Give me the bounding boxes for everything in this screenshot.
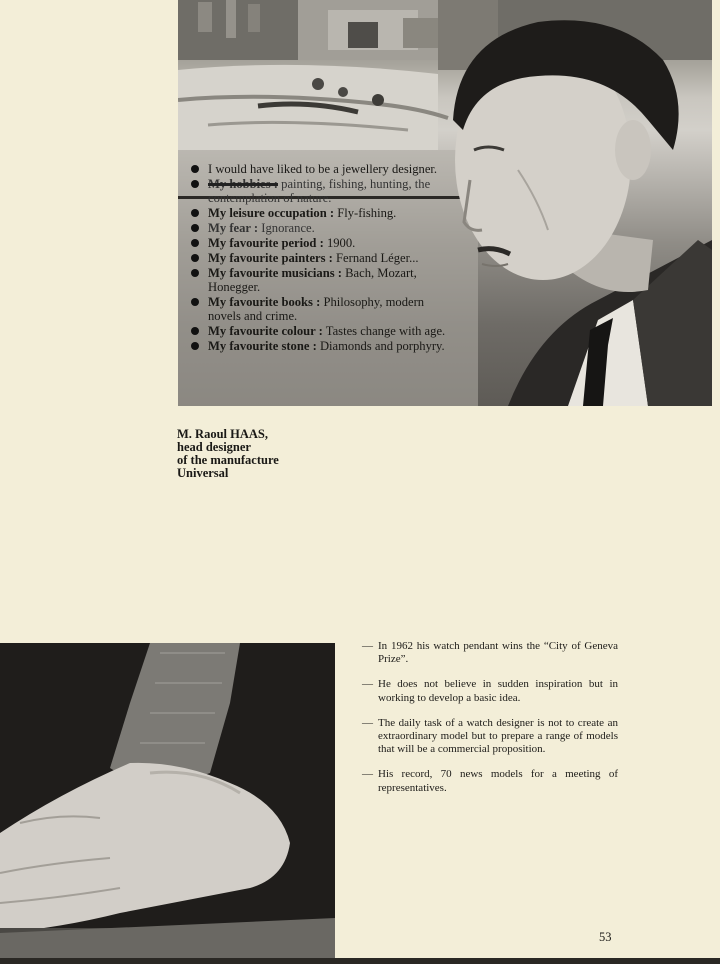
hands-illustration — [0, 643, 335, 959]
note-text: His record, 70 news models for a meeting of representatives. — [378, 768, 618, 794]
note-text: The daily task of a watch designer is not to create an extraordinary model but to prepare a range of models that will be a commercial proposition. — [378, 716, 618, 756]
note-text: In 1962 his watch pendant wins the “City of Geneva Prize”. — [378, 640, 618, 666]
bullet-icon — [191, 165, 199, 173]
fact-item: My favourite musicians : Bach, Mozart, Honegger. — [190, 266, 452, 294]
bullet-icon — [191, 239, 199, 247]
bullet-icon — [191, 180, 199, 188]
dash-marker: — — [362, 678, 373, 691]
fact-item: I would have liked to be a jewellery designer. — [190, 162, 452, 176]
fact-item: My favourite painters : Fernand Léger... — [190, 251, 452, 265]
bullet-icon — [191, 342, 199, 350]
note-item — [362, 678, 618, 704]
fact-item: My favourite colour : Tastes change with age. — [190, 324, 452, 338]
fact-item: My favourite period : 1900. — [190, 236, 452, 250]
fact-item: My hobbies : painting, fishing, hunting, the contemplation of nature. — [190, 177, 452, 205]
dash-marker: — — [362, 768, 373, 781]
caption-line: head designer — [177, 440, 251, 454]
dash-marker: — — [362, 716, 373, 729]
fact-item: My favourite books : Philosophy, modern novels and crime. — [190, 295, 452, 323]
notes-list — [362, 640, 618, 807]
caption-line: of the manufacture — [177, 453, 279, 467]
dash-marker: — — [362, 640, 373, 652]
note-text: He does not believe in sudden inspiration but in working to develop a basic idea. — [378, 678, 618, 704]
fact-item: My favourite stone : Diamonds and porphyry. — [190, 339, 452, 353]
bullet-icon — [191, 327, 199, 335]
page-number: 53 — [599, 930, 612, 944]
photo-caption — [177, 428, 317, 480]
fact-item: My fear : Ignorance. — [190, 221, 452, 235]
bullet-icon — [191, 224, 199, 232]
note-item — [362, 640, 618, 666]
bullet-icon — [191, 269, 199, 277]
bullet-icon — [191, 254, 199, 262]
bullet-icon — [191, 298, 199, 306]
bullet-icon — [191, 209, 199, 217]
caption-line: M. Raoul HAAS, — [177, 427, 268, 441]
page-edge-divider — [0, 958, 720, 964]
caption-line: Universal — [177, 466, 229, 480]
note-item — [362, 717, 618, 757]
fact-item: My leisure occupation : Fly-fishing. — [190, 206, 452, 220]
personal-facts-list — [190, 162, 452, 354]
hands-photo — [0, 643, 335, 959]
portrait-photo — [178, 0, 712, 406]
note-item — [362, 768, 618, 794]
